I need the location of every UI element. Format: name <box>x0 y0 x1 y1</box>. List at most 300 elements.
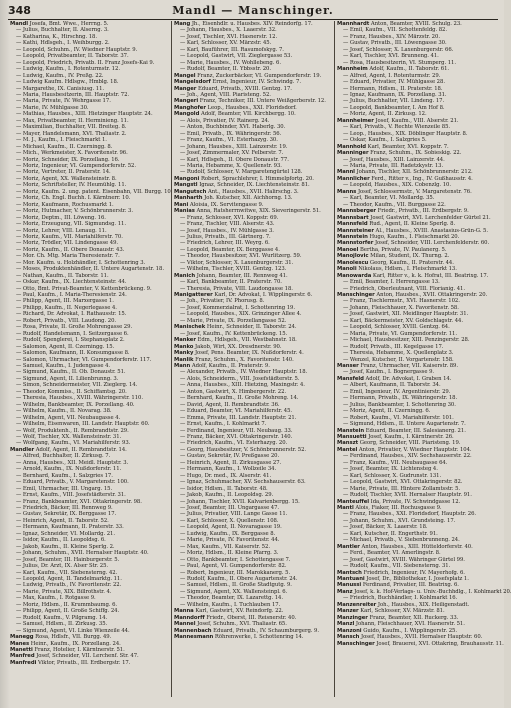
entry-details: Ignaz, Schneider, VI. Mollardg. 21. <box>22 530 115 537</box>
entry-details: Leop., Hausbes., XXI. Floridsdorf. <box>207 104 297 111</box>
entry-details: Eduard, Privatb., IV. Schaumburgerg. 9. <box>213 627 320 634</box>
repeat-dash: — <box>16 543 23 550</box>
entry-details: Leopold, Schlosser, XVIII. Gentzg. 64. <box>349 324 450 331</box>
entry-details: Michael, Privatb., V. Siebenbrunneng. 24. <box>349 537 460 544</box>
entry-details: Wilhelm, Kaufm., II. Novarag. 38. <box>22 408 112 415</box>
entry-surname: Manker <box>174 337 196 344</box>
entry-details: Ferd., Beamter, VI. Amerlingstr. 8. <box>349 550 441 557</box>
repeat-dash: — <box>16 33 23 40</box>
entry-details: Franz, Schuhm., X. Favoritenstr. 140. <box>195 356 294 363</box>
repeat-dash: — <box>180 485 187 492</box>
entry-details: Karl, Tischler, XVI. Brunneng. 41. <box>349 53 439 60</box>
entry-details: Josef, Zimmermaler, XV. Felberstr. 7. <box>186 150 284 157</box>
repeat-dash: — <box>180 330 187 337</box>
entry-details: Milan, Student, IX. Thurng. 2. <box>370 253 450 260</box>
repeat-dash: — <box>180 550 187 557</box>
entry-details: Hermann, Privatb., IX. Währingerstr. 18. <box>349 395 458 402</box>
repeat-dash: — <box>180 143 187 150</box>
repeat-dash: — <box>180 569 187 576</box>
repeat-dash: — <box>16 246 23 253</box>
repeat-dash: — <box>16 91 23 98</box>
entry-details: Rudolf, Kaufm., II. Obere Augartenstr. 24. <box>186 575 298 582</box>
entry-details: Bernhard, Kaufm., II. Große Mohreng. 14. <box>186 395 299 402</box>
entry-details: Marie, Private, XIX. Billrothstr. 4. <box>22 588 112 595</box>
entry-details: Josef, k. k. Hof-Verlags- u. Univ.-Buchhdlg., I. Kohlmarkt 20. <box>354 588 511 595</box>
entry-details: Rudolf, Kaufm., V. Pilgramg. 14. <box>22 614 108 621</box>
entry-details: Julius, Bankbeamter, I. Schottenring 30. <box>349 401 456 408</box>
repeat-dash: — <box>180 40 187 47</box>
repeat-dash: — <box>343 530 350 537</box>
repeat-dash: — <box>180 388 187 395</box>
entry-details: Wolf, Produktenh., II. Rembrandtstr. 29. <box>22 427 129 434</box>
repeat-dash: — <box>343 279 350 286</box>
repeat-dash: — <box>16 27 23 34</box>
repeat-dash: — <box>343 85 350 92</box>
entry-details: Moriz, Kaufmann, Rochusmarkt 1. <box>22 201 114 208</box>
repeat-dash: — <box>16 414 23 421</box>
repeat-dash: — <box>343 285 350 292</box>
repeat-dash: — <box>16 453 23 460</box>
entry-details: Maria, Private, VI. Gumpendorferstr. 11. <box>349 330 458 337</box>
entry-details: Karl, Gastwirt, XV. Reindorfg. 22. <box>195 608 284 615</box>
repeat-dash: — <box>343 46 350 53</box>
repeat-dash: — <box>180 279 187 286</box>
entry-details: Ferdinand, Privatier, III. Beatrixg. 6. <box>362 582 459 589</box>
repeat-dash: — <box>16 221 23 228</box>
entry-details: Franz, Uhrmacher, VII. Kaiserstr. 89. <box>360 363 458 370</box>
repeat-dash: — <box>16 59 23 66</box>
entry-details: Moriz, Agent, II. Czerningg. 6. <box>349 408 431 415</box>
entry-details: Joh., Hausbes., XIX. Heiligenstadt. <box>377 601 470 608</box>
entry-details: Mor. Ch. Mtg. Maria Theresienstr. 7. <box>22 253 120 260</box>
repeat-dash: — <box>343 395 350 402</box>
repeat-dash: — <box>16 208 23 215</box>
entry-details: Josef, Hausbes., XIII. Lainzerstr. 44. <box>349 156 445 163</box>
repeat-dash: — <box>16 382 23 389</box>
entry-surname: Manteuffel <box>337 498 370 505</box>
entry-details: Alexander, Privatb., IV. Wiedner Hauptstr. 18. <box>186 369 308 376</box>
entry-surname: Manger <box>174 85 197 92</box>
entry-details: Jakob, Wirt, XX. Dresdnerstr. 90. <box>195 343 282 350</box>
entry-details: Max, Privatbeamter, II. Herminieng. 11. <box>22 117 129 124</box>
entry-details: Sigmund, Hdlsm., II. Untere Augartenstr. 7. <box>349 421 466 428</box>
entry-details: Moriz, Hdlsm., II. Kleine Pfarrg. 3. <box>186 550 279 557</box>
entry-details: Leopold, Agent, II. Tandelmarktg. 11. <box>22 575 122 582</box>
repeat-dash: — <box>343 550 350 557</box>
entry-details: Moriz, Kaufm., II. Obere Donaustr. 43. <box>22 246 125 253</box>
entry-details: Sigmund, Agent, XX. Wallensteinpl. 6. <box>186 588 288 595</box>
entry-details: Adolf, Dr. Advokat, I. Graben 14. <box>365 375 452 382</box>
entry-details: Robert, Privatb., VIII. Laudong. 20. <box>22 317 117 324</box>
entry-details: Hermann, Kaufm., I. Wollzeile 34. <box>186 466 277 473</box>
entry-surname: Mannsbart <box>337 214 369 221</box>
repeat-dash: — <box>16 304 23 311</box>
entry-details: Maria, Hausbesitzerin, III. Hauptstr. 72. <box>22 91 130 98</box>
entry-details: Josef, Kaufm., I. Bognergasse 9. <box>349 369 435 376</box>
repeat-dash: — <box>343 356 350 363</box>
entry-details: Leop., Hausbes., XIX. Döblinger Hauptstr. 8. <box>349 130 468 137</box>
repeat-dash: — <box>16 492 23 499</box>
entry-surname: Manlik <box>174 356 194 363</box>
entry-details: Franz, Kaufm., VI. Esterhazyg. 30. <box>186 137 278 144</box>
repeat-dash: — <box>343 517 350 524</box>
entry-surname: Mannenbach <box>174 627 212 634</box>
repeat-dash: — <box>180 233 187 240</box>
repeat-dash: — <box>16 46 23 53</box>
repeat-dash: — <box>16 537 23 544</box>
entry-details: Anton, Beamter, XVIII. Schulg. 23. <box>370 21 462 27</box>
directory-columns <box>8 21 511 697</box>
repeat-dash: — <box>16 550 23 557</box>
entry-details: Julius, Privatb., III. Gärtnerg. 7. <box>186 233 271 240</box>
repeat-dash: — <box>343 40 350 47</box>
entry-details: Franz, Tischler, VIII. Alserstr. 43. <box>186 221 275 228</box>
repeat-dash: — <box>16 279 23 286</box>
entry-details: Anna, Ratsherrnwitwe, XIX. Sieveringerstr. 51. <box>196 208 321 215</box>
entry-details: Richard, Dr. Advokat, I. Rathausstr. 15. <box>22 311 127 318</box>
repeat-dash: — <box>16 53 23 60</box>
page-header <box>8 4 498 18</box>
repeat-dash: — <box>180 59 187 66</box>
repeat-dash: — <box>343 337 350 344</box>
entry-details: Jakob, Kaufm., II. Leopoldsg. 29. <box>186 492 274 499</box>
repeat-dash: — <box>343 298 350 305</box>
entry-details: Emil, Uhrmacher, III. Ungarg. 15. <box>22 485 113 492</box>
entry-surname: Mannheim <box>337 66 368 73</box>
entry-details: Rudolf, Handelsmann, I. Seitzergasse 6. <box>22 330 129 337</box>
entry-details: Marie, Private, IX. Porzellangasse 52. <box>186 317 287 324</box>
entry-details: Hugo, Dr. med., IX. Alserstr. 41. <box>186 472 272 479</box>
entry-details: Philipp, Agent, III. Marxergasse 1. <box>22 298 114 305</box>
repeat-dash: — <box>16 272 23 279</box>
entry-details: Bernhard, Kaufm., I. Salzgries 17. <box>22 472 113 479</box>
entry-details: Ludwig, Privatb., IV. Favoritenstr. 22. <box>22 582 122 589</box>
repeat-dash: — <box>16 421 23 428</box>
entry-details: Robert, Ingenieur, III. Marokkanerg. 5. <box>186 569 291 576</box>
repeat-dash: — <box>16 401 23 408</box>
entry-details: Albert, Kaufmann, II. Taborstr. 34. <box>349 382 441 389</box>
entry-surname: Manz <box>337 588 353 595</box>
entry-surname: Mantuani <box>337 575 365 582</box>
repeat-dash: — <box>343 27 350 34</box>
repeat-dash: — <box>180 472 187 479</box>
entry-details: Salomon, Agent, II. Czerningg. 15. <box>22 343 115 350</box>
entry-details: Viktor, Privatb., III. Erdbergstr. 17. <box>37 659 131 666</box>
repeat-dash: — <box>180 504 187 511</box>
entry-surname: Manzoni <box>337 627 362 634</box>
entry-details: Johann, Schuhm., XVI. Grundsteing. 17. <box>349 517 456 524</box>
repeat-dash: — <box>180 369 187 376</box>
entry-details: Hermann, Hdlsm., II. Praterstr. 18. <box>349 85 443 92</box>
entry-details: Oskar, Kaufm., I. Salzgries 5. <box>349 137 427 144</box>
repeat-dash: — <box>16 330 23 337</box>
entry-surname: Mantl <box>337 504 354 511</box>
entry-details: Josef, Hausbes., IV. Mühlgasse 3. <box>186 227 274 234</box>
repeat-dash: — <box>180 421 187 428</box>
entry-details: Gustav, Privatb., III. Löwengasse 30. <box>349 40 447 47</box>
entry-details: Leopold, Beamter, IX. Berggasse 4. <box>186 246 280 253</box>
repeat-dash: — <box>343 330 350 337</box>
repeat-dash: — <box>16 472 23 479</box>
entry-surname: Manzl <box>337 621 355 628</box>
repeat-dash: — <box>16 395 23 402</box>
repeat-dash: — <box>16 556 23 563</box>
entry-details: Friedr., Privatb., III. Erdbergstr. 9. <box>377 208 469 215</box>
entry-details: Mayer, Handelsmann, XVI. Thaliastr. 2. <box>22 130 127 137</box>
entry-details: Moriz, Schriftsteller, IV. Heumühlg. 11. <box>22 182 127 189</box>
entry-details: Emil, Privatb., IX. Währingerstr. 56. <box>186 130 282 137</box>
entry-details: Moriz, Hdlsm., II. Krummbaumg. 6. <box>22 601 118 608</box>
entry-surname: Manky <box>174 350 194 357</box>
entry-details: Margarethe, IX. Canisiusg. 11. <box>22 85 105 92</box>
repeat-dash: — <box>180 311 187 318</box>
entry-details: Karl, Schlosser, X. Gudrunstr. 131. <box>349 472 442 479</box>
repeat-dash: — <box>180 517 187 524</box>
entry-details: Josef, Kaufm., IV. Kettenbrückeng. 15. <box>186 330 288 337</box>
entry-details: Emma, Private, III. Landstr. Hauptstr. 21. <box>186 414 297 421</box>
repeat-dash: — <box>343 311 350 318</box>
entry-details: Johann, Tischler, XII. Schönbrunnerstr. 212. <box>356 169 473 176</box>
entry-surname: Manstein <box>337 427 365 434</box>
entry-details: Franz, Schlosser, XVI. Koppstr. 69. <box>186 214 279 221</box>
column-middle <box>171 21 334 697</box>
repeat-dash: — <box>16 182 23 189</box>
entry-details: Mich., Werkmeister, X. Favoritenstr. 96. <box>22 150 128 157</box>
entry-details: Joh., Privatier, IV. Phorusg. 8. <box>186 298 265 305</box>
repeat-dash: — <box>343 201 350 208</box>
entry-details: Rudolf, Spenglerei, I. Stephansplatz 2. <box>22 337 125 344</box>
entry-details: Josef, Schneider, VIII. Lerchenfelderstr. 60. <box>374 240 490 247</box>
entry-surname: Mantler <box>337 543 360 550</box>
entry-surname: Mansfeld <box>337 375 364 382</box>
directory-entry <box>174 634 332 640</box>
entry-details: Wilhelm, Kaufm., I. Tuchlauben 17. <box>186 601 281 608</box>
repeat-dash: — <box>16 375 23 382</box>
entry-surname: Mann <box>174 363 191 370</box>
entry-details: Anton, Gastwirt, X. Himbergerstr. 22. <box>186 388 287 395</box>
repeat-dash: — <box>16 111 23 118</box>
entry-details: Samuel, Kaufm., I. Judengasse 4. <box>22 363 111 370</box>
repeat-dash: — <box>343 466 350 473</box>
repeat-dash: — <box>180 169 187 176</box>
entry-details: Josef, Schneider, VII. Lerchenf. Str. 47. <box>36 653 139 660</box>
entry-surname: Manich <box>174 272 196 279</box>
entry-details: Ida, Private, IV. Schwindgasse 12. <box>370 498 461 505</box>
repeat-dash: — <box>343 104 350 111</box>
entry-details: Eduard, Beamter, VI. Mariahilferstr. 45. <box>186 408 293 415</box>
entry-details: Marie, Hausbes., IV. Wohllebeng. 6. <box>186 59 281 66</box>
repeat-dash: — <box>180 492 187 499</box>
entry-surname: Mannhold <box>337 143 367 150</box>
repeat-dash: — <box>180 575 187 582</box>
entry-details: Franz, Beamter, XII. Ruckerg. 33. <box>369 614 459 621</box>
entry-details: Rudolf, Privatb., III. Kegelgasse 17. <box>349 343 444 350</box>
entry-surname: Mangeri <box>174 98 199 105</box>
repeat-dash: — <box>180 511 187 518</box>
entry-details: Moriz, Trödler, VII. Lindengasse 49. <box>22 240 119 247</box>
entry-details: Franz, Kaufm., VII. Neubaugasse 64. <box>349 459 448 466</box>
entry-details: Karl, Hdlsgeh., II. Obere Donaustr. 77. <box>186 156 289 163</box>
entry-details: Leopold, Hausbes., XIX. Grinzinger Allee 4. <box>186 311 302 318</box>
repeat-dash: — <box>16 517 23 524</box>
entry-details: Friedrich, Ingenieur, IV. Mayerhofg. 6. <box>363 569 465 576</box>
entry-details: Julius, Dr. Arzt, IX. Alser Str. 25. <box>22 563 109 570</box>
entry-details: Karl, Bäckermeister, XV. Goldschlagstr. 44. <box>349 317 463 324</box>
repeat-dash: — <box>180 246 187 253</box>
entry-details: Josef, Gastwirt, XII. Meidlinger Hauptstr. 31. <box>349 311 469 318</box>
entry-details: Franz, Tischlermstr., XVI. Hasnerstr. 102. <box>349 298 460 305</box>
entry-details: Isidor, Kaufm., II. Leopoldsg. 6. <box>22 537 106 544</box>
repeat-dash: — <box>343 595 350 602</box>
repeat-dash: — <box>343 414 350 421</box>
entry-details: Ludwig, Kaufm., IX. Berggasse 8. <box>186 530 276 537</box>
repeat-dash: — <box>180 137 187 144</box>
repeat-dash: — <box>16 440 23 447</box>
entry-details: Moriz, Agent, XX. Wallensteinstr. 8. <box>22 175 117 182</box>
entry-details: Karl, Dr. Advokat, I. Wipplingerstr. 6. <box>214 292 313 299</box>
entry-details: Friedrich, Oberleutnant, VIII. Florianig. 41. <box>349 285 465 292</box>
entry-details: Franz, Zuckerbäcker, VI. Gumpendorferstr. 19. <box>197 72 322 79</box>
repeat-dash: — <box>16 104 23 111</box>
entry-surname: Manetti <box>10 646 33 653</box>
entry-details: Karl, Schlosser, XV. Märzstr. 45. <box>186 40 272 47</box>
repeat-dash: — <box>16 563 23 570</box>
entry-details: Jh., Eisenhdlr. u. Hausbes. XIV. Reindorfg. 17. <box>191 21 313 27</box>
entry-details: Philipp, Kaufm., II. Negerlegasse 4. <box>22 304 117 311</box>
entry-surname: Manko <box>174 343 194 350</box>
entry-details: Maria, Private, IV. Wehrgasse 17. <box>22 98 111 105</box>
repeat-dash: — <box>343 124 350 131</box>
entry-details: Otto, Bmt. Privat-Beamter, V. Kettenbrückeng. 9. <box>22 285 152 292</box>
repeat-dash: — <box>16 124 23 131</box>
repeat-dash: — <box>16 369 23 376</box>
repeat-dash: — <box>16 227 23 234</box>
repeat-dash: — <box>16 595 23 602</box>
entry-surname: Mang <box>174 21 191 27</box>
entry-details: Karl, Kutscher, II. Engerthstr. 91. <box>349 530 438 537</box>
entry-details: Robert, Kaufm., VI. Mariahilferstr. 101. <box>349 414 454 421</box>
repeat-dash: — <box>16 408 23 415</box>
entry-surname: Mansuetti <box>337 434 367 440</box>
entry-details: Viktor, Schlosser, X. Laxenburgerstr. 31. <box>186 259 294 266</box>
entry-surname: Manfredi <box>10 659 37 666</box>
repeat-dash: — <box>343 195 350 202</box>
entry-details: Ferdinand, Ingenieur, VII. Neubaug. 33. <box>186 427 293 434</box>
entry-details: Wilhelm, Agent, VII. Neubaugasse 4. <box>22 414 121 421</box>
entry-details: Ernst, Kaufm., VIII. Josefstädterstr. 31. <box>22 492 126 499</box>
page-number: 348 <box>8 4 31 17</box>
entry-details: Josef, Beamter, IX. Lichtensteg 4. <box>349 466 438 473</box>
repeat-dash: — <box>16 253 23 260</box>
entry-surname: Manzinger <box>337 614 368 621</box>
repeat-dash: — <box>343 408 350 415</box>
repeat-dash: — <box>180 382 187 389</box>
repeat-dash: — <box>180 401 187 408</box>
entry-details: Nikolaus, Hdlsm., I. Fleischmarkt 13. <box>358 266 457 273</box>
entry-details: Ant., Hausbes., XVII. Halirschg. 3. <box>207 188 299 195</box>
repeat-dash: — <box>16 504 23 511</box>
entry-surname: Mangelsdorf <box>174 79 211 86</box>
entry-surname: Mannheimer <box>337 117 374 124</box>
entry-details: Josef, Bäcker, X. Laaerstr. 18. <box>349 524 428 531</box>
repeat-dash: — <box>16 627 23 634</box>
repeat-dash: — <box>180 117 187 124</box>
entry-details: Heinr., Kaufm., IX. Porzellang. 24. <box>30 640 121 647</box>
entry-surname: Manszt <box>337 440 359 447</box>
entry-details: Adolf, Kaufm., II. Taborstr. 61. <box>369 66 450 73</box>
entry-details: Anton, Buchbinder, XVI. Haberlg. 30. <box>186 124 286 131</box>
repeat-dash: — <box>16 511 23 518</box>
entry-details: Guido, Kaufm., I. Wipplingerstr. 25. <box>363 627 457 634</box>
entry-details: Maria, Private, III. Radetzkystr. 13. <box>349 162 444 169</box>
entry-details: Katharina, K., Hirschng. 18. <box>22 33 98 40</box>
entry-surname: Mannstein <box>337 233 368 240</box>
entry-details: Moriz, Deptm., III. Löweng. 16. <box>22 214 106 221</box>
entry-details: Karl, Bankbeamter, II. Praterstr. 70. <box>186 279 282 286</box>
entry-details: Jakob, Kaufm., II. Kleine Sperlg. 2. <box>22 543 115 550</box>
repeat-dash: — <box>180 556 187 563</box>
entry-details: Ludwig Kaufm. Hdlsgw., Hmblg. 18. <box>22 79 119 86</box>
entry-details: Max, Kaufm., I. Rotgasse 9. <box>22 595 96 602</box>
entry-details: Anton, Privatier, V. Wiedner Hauptstr. 104. <box>358 446 472 453</box>
repeat-dash: — <box>180 601 187 608</box>
repeat-dash: — <box>180 414 187 421</box>
entry-details: Karl, Privatb., V. Rechte Wienzeile 85. <box>349 124 451 131</box>
entry-details: Franz, Bankbeamter, XVI. Ottakringerstr. 98. <box>22 498 142 505</box>
repeat-dash: — <box>343 388 350 395</box>
repeat-dash: — <box>16 201 23 208</box>
entry-details: Heinr., Schneider, II. Taborstr. 24. <box>206 324 297 331</box>
entry-details: M. J., Kaufm., I. Fleischmarkt 1. <box>22 137 107 144</box>
repeat-dash: — <box>343 111 350 118</box>
page-running-title: Mandl — Manschinger. <box>172 4 334 17</box>
repeat-dash: — <box>16 601 23 608</box>
entry-details: Rosa, Hdlsfr., VII. Burgg. 49. <box>35 634 112 641</box>
entry-surname: Mandler <box>10 446 35 453</box>
repeat-dash: — <box>343 343 350 350</box>
repeat-dash: — <box>16 298 23 305</box>
entry-details: Maria, Hebamme, X. Quellenstr. 93. <box>186 162 282 169</box>
entry-surname: Manzer <box>337 608 359 615</box>
repeat-dash: — <box>343 162 350 169</box>
repeat-dash: — <box>180 240 187 247</box>
entry-details: Leopold, Hausbes., XIX. Cobenzlg. 10. <box>349 182 451 189</box>
repeat-dash: — <box>343 350 350 357</box>
entry-details: Alfred, Buchhalter, II. Zirkusg. 7. <box>22 453 111 460</box>
repeat-dash: — <box>343 156 350 163</box>
entry-details: Georg, Schneider, VIII. Piaristeng. 19. <box>359 440 461 447</box>
repeat-dash: — <box>16 588 23 595</box>
repeat-dash: — <box>16 285 23 292</box>
entry-details: Hugo, Kaufm., I. Fleischmarkt 20. <box>369 233 460 240</box>
entry-details: Josef, Brauerei, XVI. Ottakring, Brauhausstr. 11. <box>376 640 504 647</box>
entry-details: Rudolf, Tischler, XVII. Hernalser Hauptstr. 91. <box>349 492 472 499</box>
entry-details: Anna, Hausbes., XIII. Hietzing, Maxingstr. 4. <box>186 382 305 389</box>
entry-details: Ignaz, Schneider, IX. Liechtensteinstr. 81. <box>199 182 310 189</box>
repeat-dash: — <box>16 530 23 537</box>
repeat-dash: — <box>16 150 23 157</box>
entry-details: Georg, Hausbesitzer, V. Schönbrunnerstr. 52. <box>186 446 307 453</box>
repeat-dash: — <box>343 492 350 499</box>
entry-details: Wilhelm, Eisenwaren, III. Landstr. Hauptstr. 60. <box>22 421 150 428</box>
repeat-dash: — <box>180 453 187 460</box>
entry-details: Karl, Schlosser, X. Quellenstr. 108. <box>186 517 279 524</box>
entry-details: Bertha, Private, IV. Paulanerg. 5. <box>360 246 447 253</box>
repeat-dash: — <box>343 317 350 324</box>
repeat-dash: — <box>16 169 23 176</box>
entry-surname: Manes <box>10 640 30 647</box>
repeat-dash: — <box>343 563 350 570</box>
